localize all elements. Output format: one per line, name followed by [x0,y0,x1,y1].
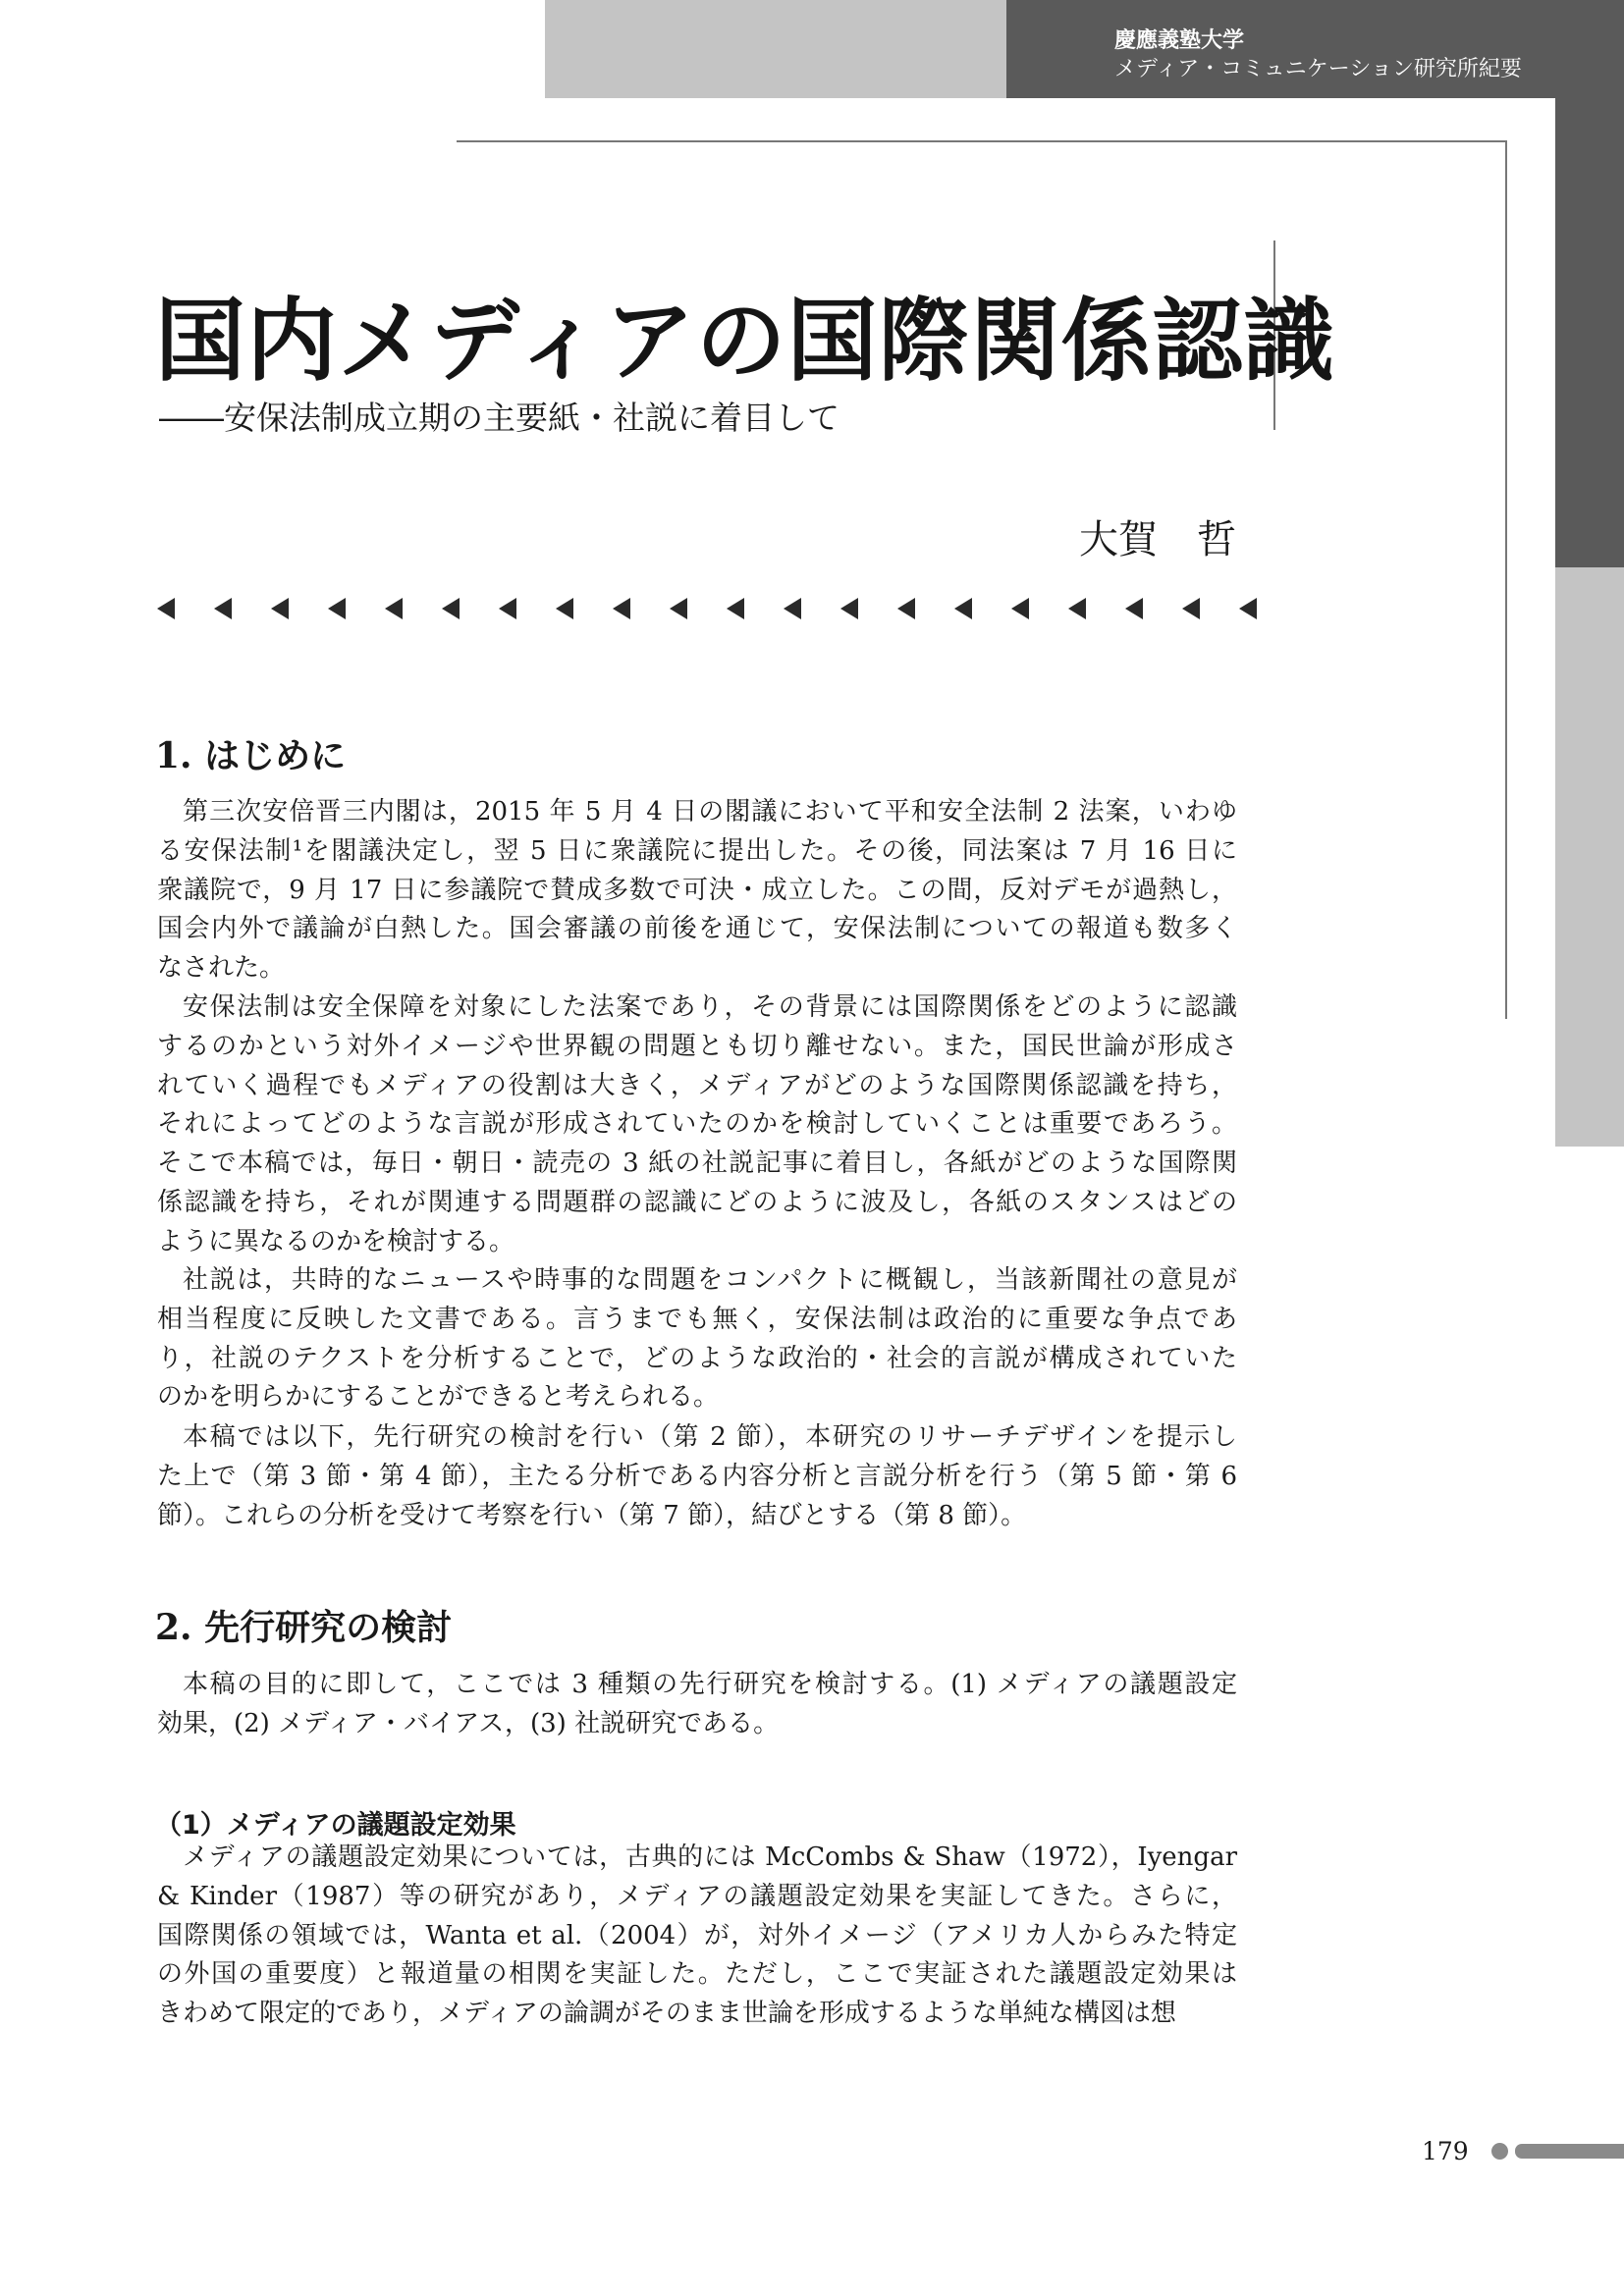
arrow-left-icon [1068,598,1086,619]
arrow-left-icon [556,598,573,619]
text-line: 節）。これらの分析を受けて考察を行い（第 7 節），結びとする（第 8 節）。 [157,1500,1027,1530]
text-line: そこで本稿では，毎日・朝日・読売の 3 紙の社説記事に着目し，各紙がどのような国際関 [157,1148,1237,1179]
arrow-left-icon [784,598,801,619]
text-line: り，社説のテクストを分析することで，どのような政治的・社会的言説が構成されていた [157,1343,1237,1373]
decorative-arrow-row [157,592,1237,631]
arrow-left-icon [499,598,516,619]
text-line: 国際関係の領域では，Wanta et al.（2004）が，対外イメージ（アメリカ人からみた特定 [157,1920,1237,1950]
journal-name: メディア・コミュニケーション研究所紀要 [1114,57,1522,81]
arrow-left-icon [613,598,630,619]
text-line: 本稿の目的に即して，ここでは 3 種類の先行研究を検討する。(1) メディアの議題設定 [183,1670,1237,1699]
frame-rule-top [457,140,1507,142]
page-number: 179 [1422,2137,1469,2165]
paragraph [157,1666,1237,1744]
text-line: ように異なるのかを検討する。 [157,1226,515,1256]
paragraph [157,988,1237,1262]
text-line: きわめて限定的であり，メディアの論調がそのまま世論を形成するような単純な構図は想 [157,1999,1176,2029]
text-line: するのかという対外イメージや世界観の問題とも切り離せない。また，国民世論が形成さ [157,1031,1237,1061]
arrow-left-icon [271,598,289,619]
text-line: る安保法制¹を閣議決定し，翌 5 日に衆議院に提出した。その後，同法案は 7 月 16 日に [157,835,1237,866]
side-tab-dark [1555,98,1624,567]
side-tab-light [1555,567,1624,1147]
arrow-left-icon [897,598,915,619]
arrow-left-icon [1011,598,1029,619]
arrow-left-icon [670,598,687,619]
text-line: の外国の重要度）と報道量の相関を実証した。ただし，ここで実証された議題設定効果は [157,1959,1237,1990]
arrow-left-icon [385,598,403,619]
arrow-left-icon [157,598,175,619]
arrow-left-icon [954,598,972,619]
arrow-left-icon [727,598,744,619]
text-line: た上で（第 3 節・第 4 節），主たる分析である内容分析と言説分析を行う（第 5 節・第 6 [157,1461,1237,1491]
section-heading-2: 2. 先行研究の検討 [155,1607,453,1648]
author-name: 大賀 哲 [1079,517,1236,562]
frame-rule-right [1505,140,1507,1019]
arrow-left-icon [214,598,232,619]
footer-dot [1491,2143,1508,2160]
footer-bar [1515,2144,1624,2159]
arrow-left-icon [328,598,346,619]
text-line: & Kinder（1987）等の研究があり，メディアの議題設定効果を実証してきた。さらに， [157,1881,1237,1911]
text-line: のかを明らかにすることができると考えられる。 [157,1382,720,1413]
paragraph [157,793,1237,988]
text-line: 社説は，共時的なニュースや時事的な問題をコンパクトに概観し，当該新聞社の意見が [183,1265,1237,1295]
text-line: それによってどのような言説が形成されていたのかを検討していくことは重要であろう。 [157,1109,1237,1140]
paragraph [157,1839,1237,2034]
text-line: 第三次安倍晋三内閣は，2015 年 5 月 4 日の閣議において平和安全法制 2 法案，いわゆ [183,797,1237,827]
arrow-left-icon [442,598,460,619]
arrow-left-icon [1125,598,1143,619]
arrow-left-icon [1239,598,1257,619]
university-name: 慶應義塾大学 [1114,27,1245,53]
text-line: 本稿では以下，先行研究の検討を行い（第 2 節），本研究のリサーチデザインを提示し [183,1422,1237,1452]
article-subtitle: ――安保法制成立期の主要紙・社説に着目して [159,399,839,437]
section-heading-1: 1. はじめに [155,735,347,776]
text-line: 係認識を持ち，それが関連する問題群の認識にどのように波及し，各紙のスタンスはどの [157,1187,1237,1217]
text-line: 効果，(2) メディア・バイアス，(3) 社説研究である。 [157,1708,780,1738]
text-line: 国会内外で議論が白熱した。国会審議の前後を通じて，安保法制についての報道も数多く [157,914,1237,944]
text-line: メディアの議題設定効果については，古典的には McCombs & Shaw（1972），Iyengar [183,1842,1237,1872]
paragraph [157,1261,1237,1417]
arrow-left-icon [840,598,858,619]
text-line: れていく過程でもメディアの役割は大きく，メディアがどのような国際関係認識を持ち， [157,1070,1237,1100]
header-band-light [545,0,1006,98]
paragraph [157,1418,1237,1535]
article-title: 国内メディアの国際関係認識 [155,288,1335,394]
text-line: 安保法制は安全保障を対象にした法案であり，その背景には国際関係をどのように認識 [183,992,1237,1022]
text-line: 衆議院で，9 月 17 日に参議院で賛成多数で可決・成立した。この間，反対デモが過熱し， [157,875,1237,905]
text-line: なされた。 [157,953,286,984]
text-line: 相当程度に反映した文書である。言うまでも無く，安保法制は政治的に重要な争点であ [157,1304,1237,1334]
journal-header [1114,26,1522,84]
arrow-left-icon [1182,598,1200,619]
subsection-heading-1: （1）メディアの議題設定効果 [155,1810,516,1841]
